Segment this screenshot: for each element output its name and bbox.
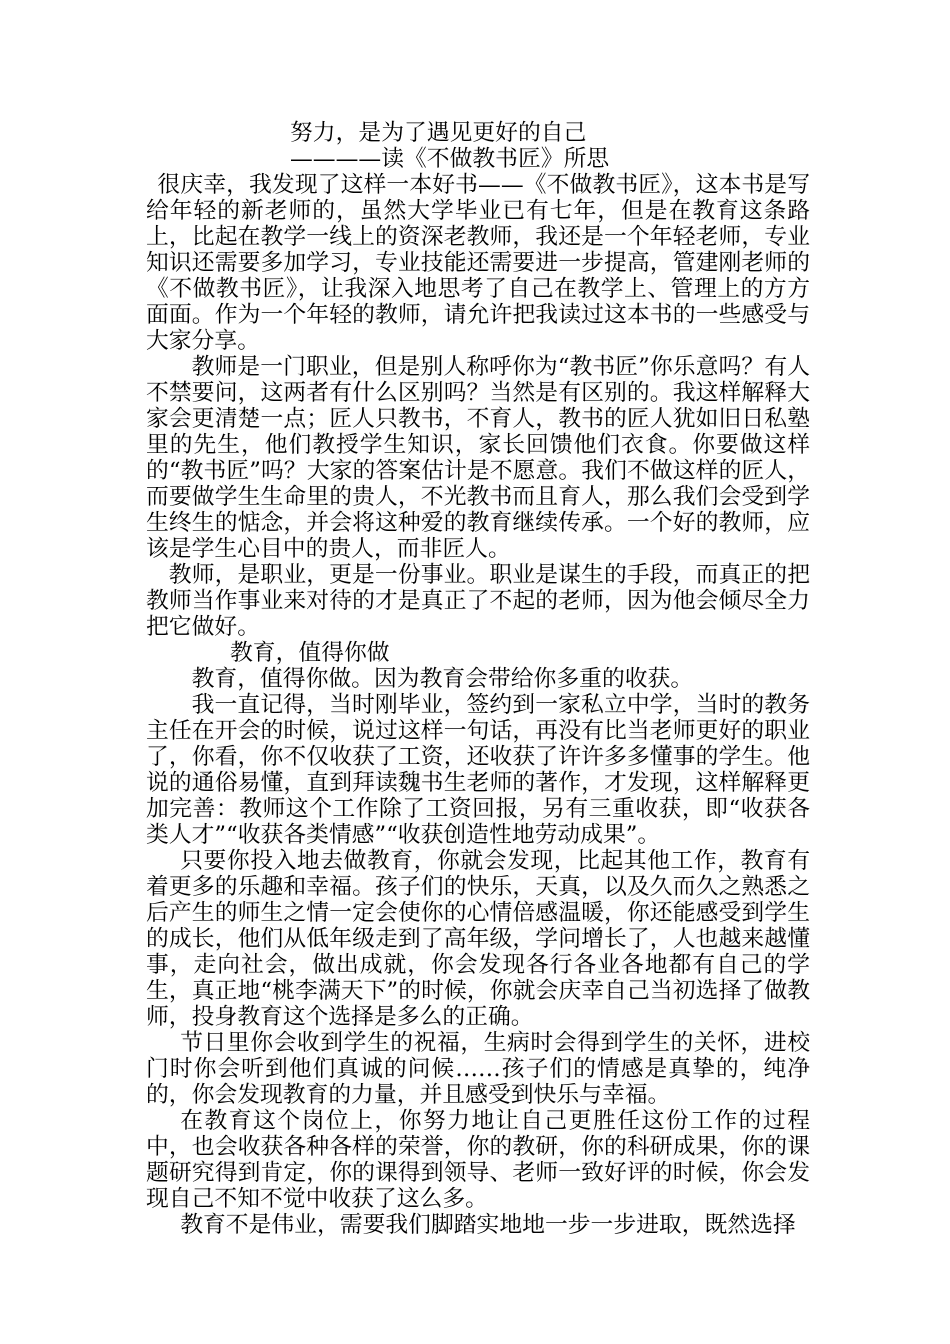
- paragraph-memory: 我一直记得，当时刚毕业，签约到一家私立中学，当时的教务主任在开会的时候，说过这样一句话，再没有比当老师更好的职业了，你看，你不仅收获了工资，还收获了许许多多懂事的学生。他说的通俗易懂，直到拜读魏书生老师的著作，才发现，这样解释更加完善：教师这个工作除了工资回报，另有三重收获，即“收获各类人才”“收获各类情感”“收获创造性地劳动成果”。: [146, 692, 810, 848]
- document-page: [146, 120, 810, 1238]
- paragraph-joy: 只要你投入地去做教育，你就会发现，比起其他工作，教育有着更多的乐趣和幸福。孩子们的快乐，天真，以及久而久之熟悉之后产生的师生之情一定会使你的心情倍感温暖，你还能感受到学生的成长，他们从低年级走到了高年级，学问增长了，人也越来越懂事，走向社会，做出成就，你会发现各行各业各地都有自己的学生，真正地“桃李满天下”的时候，你就会庆幸自己当初选择了做教师，投身教育这个选择是多么的正确。: [146, 848, 810, 1030]
- article-subtitle: ————读《不做教书匠》所思: [290, 146, 610, 172]
- paragraph-final: 教育不是伟业，需要我们脚踏实地地一步一步进取，既然选择: [180, 1212, 796, 1238]
- paragraph-honors: 在教育这个岗位上，你努力地让自己更胜任这份工作的过程中，也会收获各种各样的荣誉，你的教研，你的科研成果，你的课题研究得到肯定，你的课得到领导、老师一致好评的时候，你会发现自己不知不觉中收获了这么多。: [146, 1108, 810, 1212]
- paragraph-craftsman: 教师是一门职业，但是别人称呼你为“教书匠”你乐意吗？有人不禁要问，这两者有什么区别吗？当然是有区别的。我这样解释大家会更清楚一点；匠人只教书，不育人，教书的匠人犹如旧日私塾里的先生，他们教授学生知识，家长回馈他们衣食。你要做这样的“教书匠”吗？大家的答案估计是不愿意。我们不做这样的匠人，而要做学生生命里的贵人，不光教书而且育人，那么我们会受到学生终生的惦念，并会将这种爱的教育继续传承。一个好的教师，应该是学生心目中的贵人，而非匠人。: [146, 354, 810, 562]
- paragraph-intro: 很庆幸，我发现了这样一本好书——《不做教书匠》，这本书是写给年轻的新老师的，虽然大学毕业已有七年，但是在教育这条路上，比起在教学一线上的资深老教师，我还是一个年轻老师，专业知识还需要多加学习，专业技能还需要进一步提高，管建刚老师的《不做教书匠》，让我深入地思考了自己在教学上、管理上的方方面面。作为一个年轻的教师，请允许把我读过这本书的一些感受与大家分享。: [146, 172, 810, 354]
- article-title: 努力，是为了遇见更好的自己: [290, 120, 587, 146]
- paragraph-worth: 教育，值得你做。因为教育会带给你多重的收获。: [191, 666, 694, 692]
- paragraph-holidays: 节日里你会收到学生的祝福，生病时会得到学生的关怀，进校门时你会听到他们真诚的问候……孩子们的情感是真挚的，纯净的，你会发现教育的力量，并且感受到快乐与幸福。: [146, 1030, 810, 1108]
- paragraph-career: 教师，是职业，更是一份事业。职业是谋生的手段，而真正的把教师当作事业来对待的才是真正了不起的老师，因为他会倾尽全力把它做好。: [146, 562, 810, 640]
- section-heading: 教育，值得你做: [230, 640, 390, 666]
